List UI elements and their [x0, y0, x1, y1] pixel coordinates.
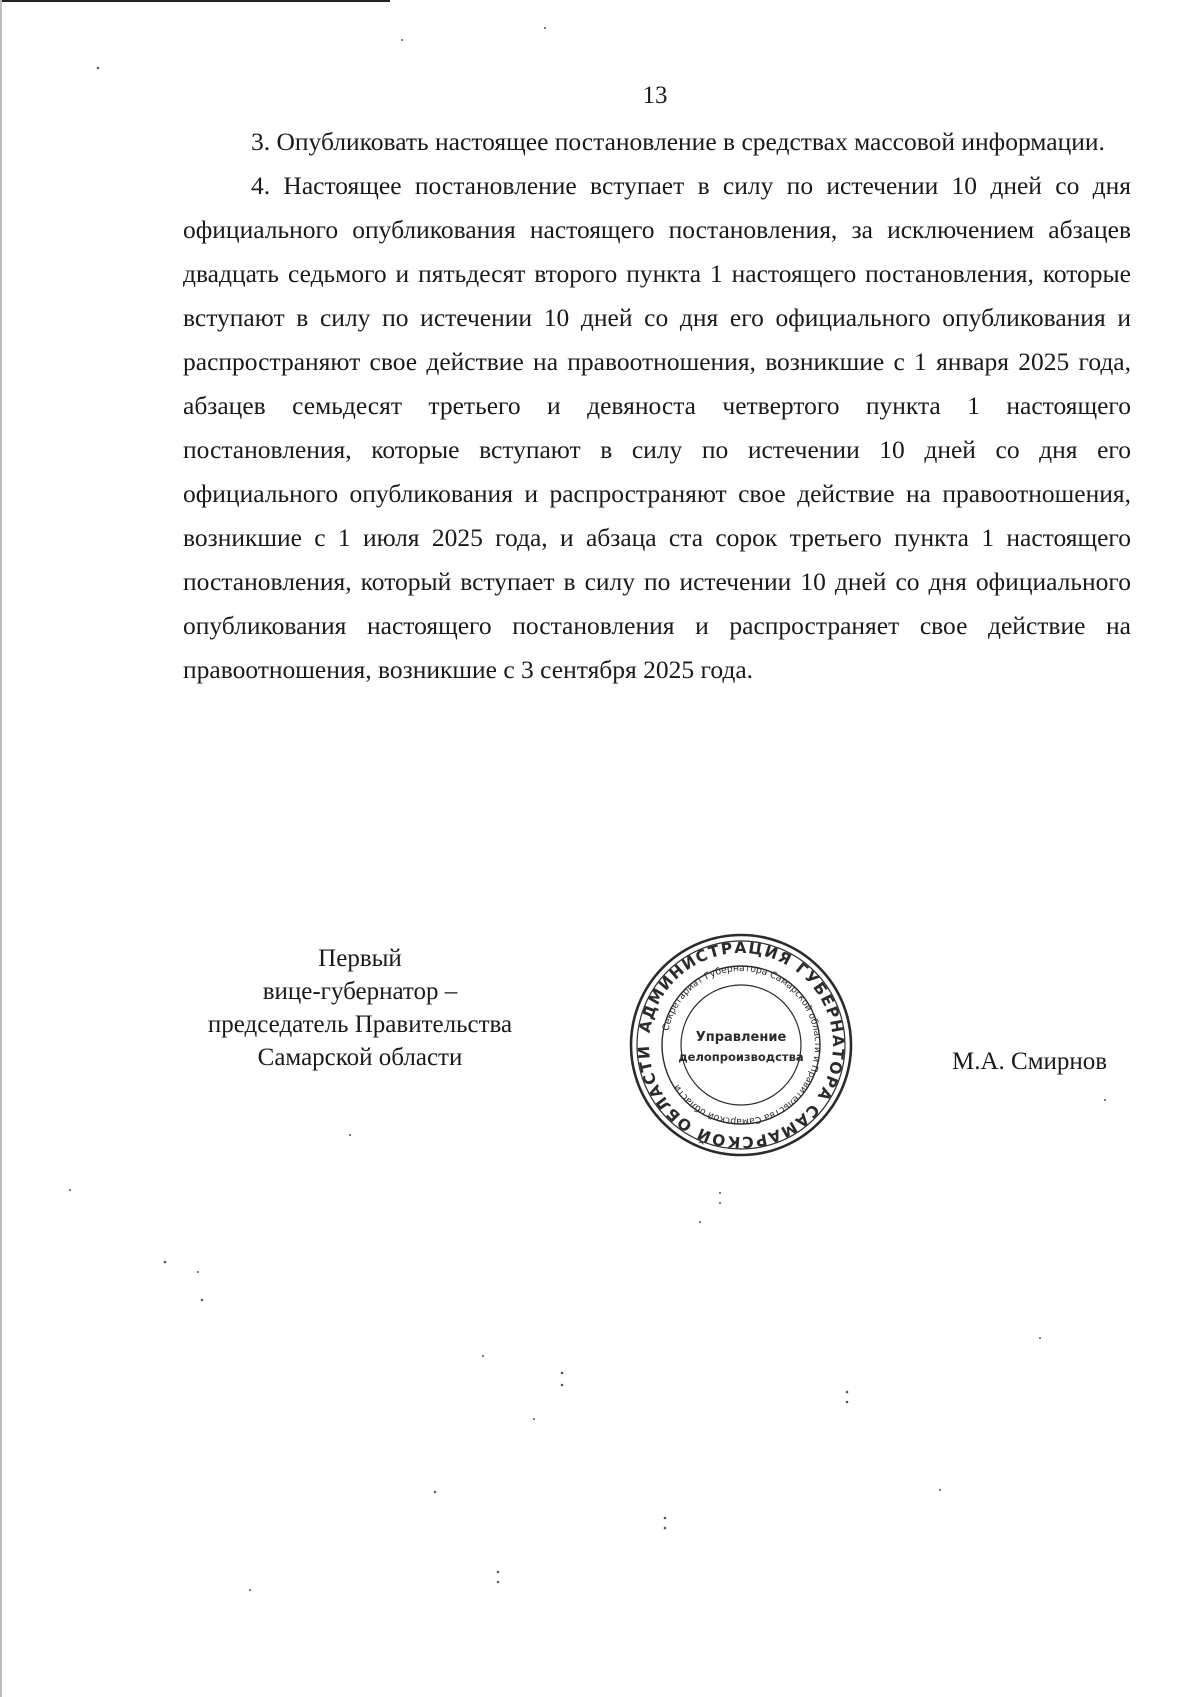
signer-name: М.А. Смирнов — [952, 1048, 1108, 1075]
seal-inner-ring — [681, 985, 801, 1105]
official-seal-stamp — [626, 930, 856, 1160]
page-number: 13 — [642, 82, 668, 109]
paragraph-3-publication: 3. Опубликовать настоящее постановление в средствах массовой информации. — [251, 127, 1105, 156]
seal-inner-text: Секретариат Губернатора Самарской области и Правительства Самарской области — [660, 962, 824, 1128]
position-line: Первый — [318, 945, 402, 972]
document-body — [183, 120, 1131, 692]
seal-center-line-1: Управление — [695, 1030, 787, 1045]
scan-border-top — [0, 0, 390, 2]
seal-center-line-2: делопроизводства — [678, 1050, 804, 1064]
position-line: председатель Правительства — [207, 1011, 513, 1038]
signatory-position — [150, 942, 570, 1074]
position-line: вице-губернатор – — [262, 978, 458, 1005]
position-line: Самарской области — [257, 1044, 463, 1071]
paragraph-4-entry-into-force: 4. Настоящее постановление вступает в силу по истечении 10 дней со дня официального опубликования настоящего постановления, за исключением абзацев двадцать седьмого и пятьдесят второго пункта 1 настоящего постановления, которые вступают в силу по истечении 10 дней со дня его официального опубликования и распространяют свое действие на правоотношения, возникшие с 1 января 2025 года, абзацев семьдесят третьего и девяноста четвертого пункта 1 настоящего постановления, которые вступают в силу по истечении 10 дней со дня его официального опубликования и распространяют свое действие на правоотношения, возникшие с 1 июля 2025 года, и абзаца ста сорок третьего пункта 1 настоящего постановления, который вступает в силу по истечении 10 дней со дня официального опубликования настоящего постановления и распространяет свое действие на правоотношения, возникшие с 3 сентября 2025 года. — [183, 171, 1131, 684]
seal-outer-text: АДМИНИСТРАЦИЯ ГУБЕРНАТОРА САМАРСКОЙ ОБЛАСТИ — [634, 938, 848, 1152]
scan-border-left — [0, 0, 2, 1697]
